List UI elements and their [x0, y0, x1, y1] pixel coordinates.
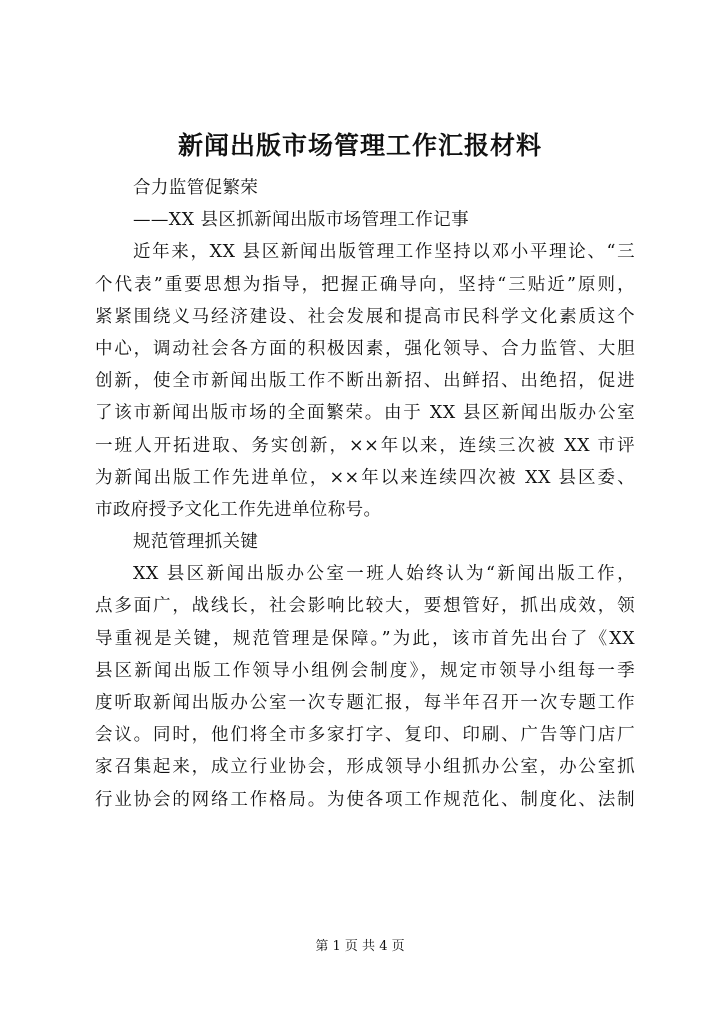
- paragraph-2-line: 家召集起来，成立行业协会，形成领导小组抓办公室，办公室抓: [95, 757, 635, 778]
- section-heading: 规范管理抓关键: [133, 532, 259, 553]
- paragraph-1-line: 中心，调动社会各方面的积极因素，强化领导、合力监管、大胆: [95, 338, 635, 359]
- paragraph-2-line: XX 县区新闻出版办公室一班人始终认为“新闻出版工作，: [133, 564, 635, 585]
- paragraph-1-line: 为新闻出版工作先进单位，××年以来连续四次被 XX 县区委、: [95, 467, 635, 488]
- document-title: 新闻出版市场管理工作汇报材料: [177, 131, 542, 160]
- paragraph-1-line: 创新，使全市新闻出版工作不断出新招、出鲜招、出绝招，促进: [95, 371, 635, 392]
- subtitle-line-2: ——XX 县区抓新闻出版市场管理工作记事: [133, 210, 469, 231]
- paragraph-1-line: 市政府授予文化工作先进单位称号。: [95, 499, 382, 520]
- paragraph-2-line: 度听取新闻出版办公室一次专题汇报，每半年召开一次专题工作: [95, 693, 635, 713]
- paragraph-1-line: 了该市新闻出版市场的全面繁荣。由于 XX 县区新闻出版办公室: [95, 403, 635, 424]
- subtitle-line-1: 合力监管促繁荣: [133, 178, 259, 198]
- paragraph-2-line: 导重视是关键，规范管理是保障。”为此，该市首先出台了《XX: [95, 628, 635, 649]
- page-number-footer: 第 1 页 共 4 页: [315, 939, 405, 954]
- paragraph-2-line: 点多面广，战线长，社会影响比较大，要想管好，抓出成效，领: [95, 596, 635, 617]
- paragraph-1-line: 个代表”重要思想为指导，把握正确导向，坚持“三贴近”原则，: [95, 274, 635, 295]
- paragraph-1-line: 一班人开拓进取、务实创新，××年以来，连续三次被 XX 市评: [95, 435, 635, 456]
- paragraph-2-line: 行业协会的网络工作格局。为使各项工作规范化、制度化、法制: [95, 789, 635, 810]
- paragraph-1-line: 紧紧围绕义马经济建设、社会发展和提高市民科学文化素质这个: [95, 306, 635, 327]
- paragraph-1-line: 近年来，XX 县区新闻出版管理工作坚持以邓小平理论、“三: [133, 242, 635, 263]
- paragraph-2-line: 会议。同时，他们将全市多家打字、复印、印刷、广告等门店厂: [95, 725, 635, 746]
- paragraph-2-line: 县区新闻出版工作领导小组例会制度》，规定市领导小组每一季: [95, 660, 635, 681]
- document-body: [95, 172, 635, 816]
